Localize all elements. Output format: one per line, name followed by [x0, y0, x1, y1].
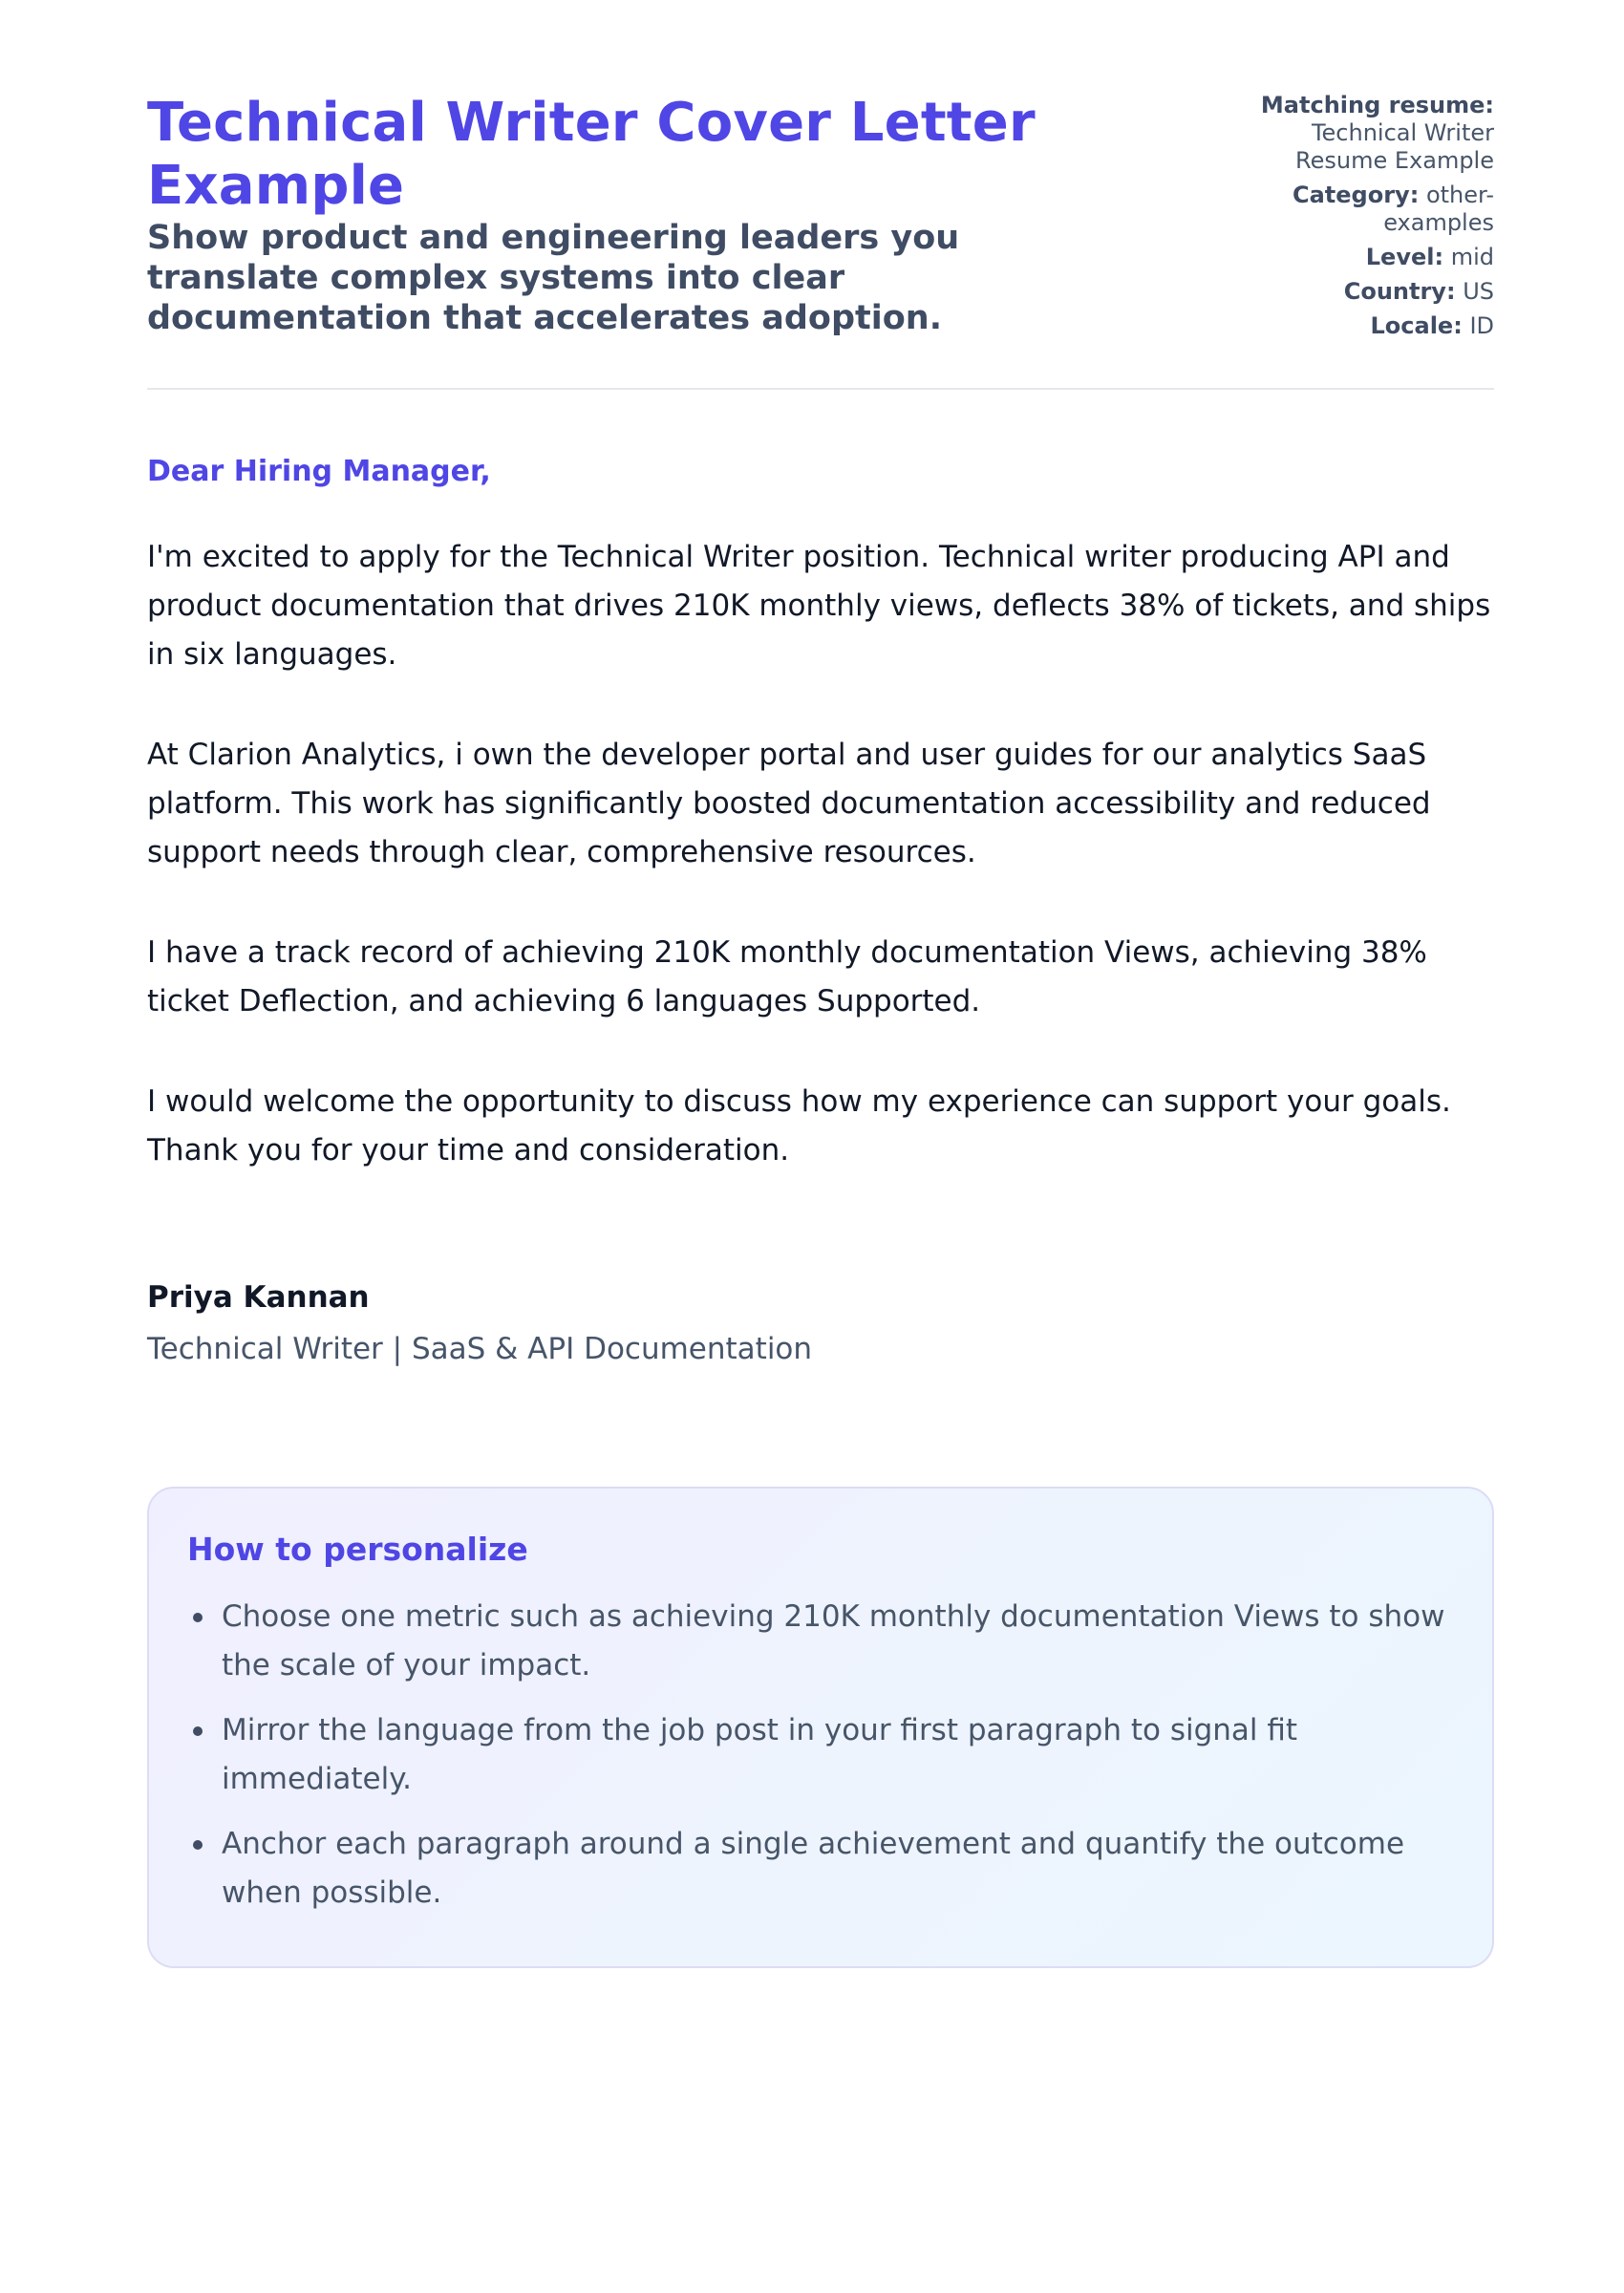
- meta-locale-label: Locale:: [1370, 312, 1463, 339]
- meta-level-label: Level:: [1365, 244, 1444, 270]
- meta-panel: [1227, 92, 1494, 347]
- letter-signature: [147, 1280, 812, 1366]
- letter-body: [147, 533, 1494, 1227]
- meta-matching-resume-label: Matching resume:: [1260, 92, 1494, 118]
- tips-item-text: Anchor each paragraph around a single achievement and quantify the outcome when possible.: [222, 1827, 1405, 1910]
- meta-matching-resume-value: Technical Writer Resume Example: [1295, 119, 1494, 174]
- tips-title: How to personalize: [187, 1531, 528, 1568]
- meta-locale: [1227, 312, 1494, 340]
- meta-country-label: Country:: [1343, 278, 1456, 305]
- meta-category-label: Category:: [1292, 182, 1420, 208]
- letter-greeting: Dear Hiring Manager,: [147, 455, 491, 488]
- page-title: Technical Writer Cover Letter Example: [147, 92, 1036, 217]
- tips-item-text: Choose one metric such as achieving 210K monthly documentation Views to show the scale of your impact.: [222, 1599, 1445, 1682]
- tips-list-item: [187, 1593, 1454, 1690]
- signature-role: Technical Writer | SaaS & API Documentation: [147, 1332, 813, 1366]
- meta-country: [1227, 278, 1494, 306]
- meta-level-value: mid: [1450, 244, 1494, 270]
- tips-item-text: Mirror the language from the job post in your first paragraph to signal fit immediately.: [222, 1713, 1298, 1796]
- meta-country-value: US: [1463, 278, 1494, 305]
- letter-paragraph-intro: I'm excited to apply for the Technical Writer position. Technical writer producing API and product documentation that drives 210K monthly views, deflects 38% of tickets, and ships in six languages.: [147, 540, 1491, 672]
- header-divider: [147, 388, 1494, 390]
- page-header: [147, 0, 1494, 339]
- signature-name: Priya Kannan: [147, 1280, 370, 1315]
- tips-list: [187, 1593, 1454, 1918]
- bullet-icon: [193, 1726, 203, 1736]
- tips-list-item: [187, 1706, 1454, 1804]
- bullet-icon: [193, 1840, 203, 1850]
- meta-locale-value: ID: [1469, 312, 1494, 339]
- meta-matching-resume: [1227, 92, 1494, 175]
- letter-paragraph-experience: At Clarion Analytics, i own the developer portal and user guides for our analytics SaaS platform. This work has significantly boosted documentation accessibility and reduced support needs through clear, comprehensive resources.: [147, 738, 1431, 869]
- personalize-tips-card: [147, 1487, 1494, 1968]
- cover-letter-page: [147, 0, 1494, 1910]
- page-subtitle: Show product and engineering leaders you translate complex systems into clear documentation that accelerates adoption.: [147, 219, 960, 337]
- meta-category: [1227, 182, 1494, 237]
- bullet-icon: [193, 1613, 203, 1622]
- letter-paragraph-achievements: I have a track record of achieving 210K monthly documentation Views, achieving 38% ticket Deflection, and achieving 6 languages Supported.: [147, 935, 1427, 1018]
- meta-level: [1227, 244, 1494, 271]
- meta-category-value: other-examples: [1383, 182, 1494, 236]
- tips-list-item: [187, 1820, 1454, 1918]
- letter-paragraph-closing: I would welcome the opportunity to discuss how my experience can support your goals. Thank you for your time and consideration.: [147, 1084, 1451, 1168]
